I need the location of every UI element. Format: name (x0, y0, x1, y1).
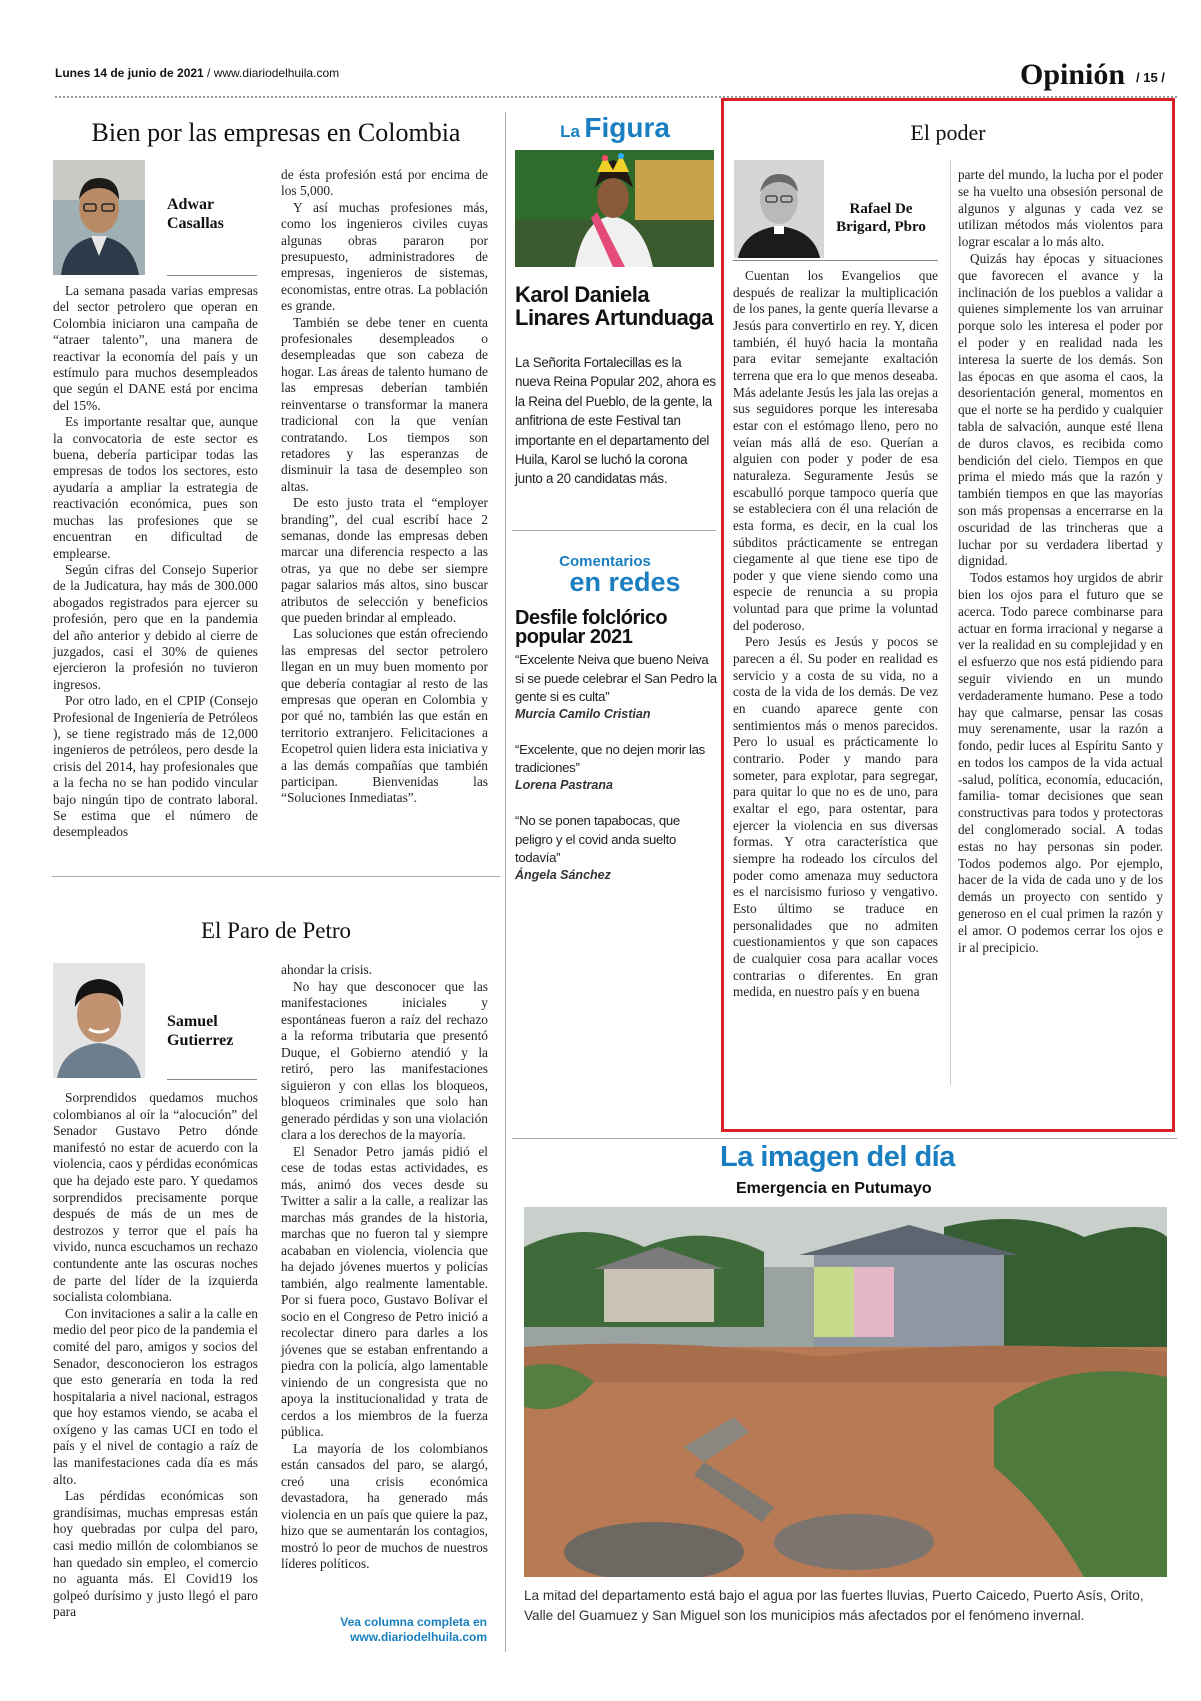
issue-date (55, 66, 339, 80)
figura-title: Figura (584, 112, 670, 143)
portrait-image (734, 160, 824, 258)
paragraph: Por otro lado, en el CPIP (Consejo Profesional de Ingeniería de Petróleos ), se tiene registrado más de 12,000 ingenieros de petróleos, pero desde la crisis del 2014, hay profesionales que a la fecha no se han podido vincular bajo ningún tipo de contrato laboral. Se estima que el número de desempleados (53, 693, 258, 840)
paragraph: Con invitaciones a salir a la calle en medio del peor pico de la pandemia el comité del paro, amigos y socios del Senador, desconocieron los estragos que esto generaría en toda la red hospitalaria a nivel nacional, estragos que hoy estamos viendo, se acaba el oxígeno y las camas UCI en todo el país y el nivel de contagio a raíz de las manifestaciones cada día es más alto. (53, 1305, 258, 1487)
paragraph: La semana pasada varias empresas del sector petrolero que operan en Colombia iniciaron una campaña de “atraer talento”, una manera de reactivar la economía del país y un estímulo para muchos desempleados que según el DANE está por encima del 15%. (53, 283, 258, 413)
queen-photo-image (515, 150, 714, 267)
figura-header (514, 112, 716, 144)
article-column (733, 268, 938, 1001)
article-column (53, 1090, 258, 1621)
figura-photo (515, 150, 714, 267)
paragraph: Todos estamos hoy urgidos de abrir bien los ojos para el futuro que se acerca. Todo parece combinarse para actuar en forma irracional y negarse a ver la realidad en su complejidad y en el esfuerzo que nos está pidiendo para seguir viviendo en un mundo verdaderamente humano. Pese a todo hay que calmarse, pensar las cosas muy serenamente, usar la razón a fondo, pedir luces al Espíritu Santo y en todos los campos de la vida actual -salud, política, economía, educación, familia- tomar decisiones que sean constructivas para todos y protectoras del conglomerado social. A todas estas no hay personas sin poder. Todos podemos algo. Por ejemplo, hacer de la vida de cada uno y de los demás un proyecto con sentido y generoso en el cual primen la razón y el amor. O podemos cerrar los ojos e ir al precipicio. (958, 570, 1163, 955)
comment-item (515, 812, 717, 882)
section-divider (512, 530, 716, 531)
paragraph: Quizás hay épocas y situaciones que favorecen el avance y la inclinación de los pueblos a validar a quienes simplemente los van arruinar porque solo les interesa el poder por el poder y en realidad nada les interesa la suerte de los demás. Son las épocas en que asoma el caos, la desorientación general, momentos en que el norte se ha perdido y cualquier tabla de salvación, aunque esté llena de duros clavos, es recibida como bendición del cielo. Tiempos en que prima el miedo más que la razón y también tiempos en que las mayorías son más propensas a encerrarse en la oscuridad de las trincheras que a luchar por su verdadera libertad y dignidad. (958, 250, 1163, 569)
comment-author: Lorena Pastrana (515, 777, 613, 792)
portrait-image (53, 963, 145, 1078)
site-url[interactable]: / www.diariodelhuila.com (203, 66, 340, 80)
paragraph: parte del mundo, la lucha por el poder se ha vuelto una obsesión personal de algunos y algunas y cada vez se utilizan métodos más violentos para lograr escalar a lo más alto. (958, 167, 1163, 250)
paragraph: También se debe tener en cuenta profesionales desempleados o desempleadas que son cabeza de hogar. Las áreas de talento humano de las empresas deberían también reinventarse o transformar la manera tradicional con la que venían contratando. Los tiempos son retadores y las esperanzas de disminuir la tasa de desempleo son altas. (281, 314, 488, 494)
article-column (53, 283, 258, 841)
comentarios-header (514, 552, 716, 597)
figura-kicker: La (560, 122, 580, 141)
date-text: Lunes 14 de junio de 2021 (55, 66, 204, 80)
comment-author: Ángela Sánchez (515, 867, 611, 882)
article-column (958, 167, 1163, 956)
paragraph: Es importante resaltar que, aunque la convocatoria de este sector es buena, debería participar todas las empresas de todos los sectores, esto ayudaría a ampliar la estrategia de reactivación económica, pues son muchas las profesiones que se encuentran en dificultad de emplearse. (53, 414, 258, 561)
comment-item (515, 741, 717, 792)
flood-image (524, 1207, 1167, 1577)
section-divider (512, 1138, 1177, 1139)
section-divider (52, 876, 500, 877)
paragraph: El Senador Petro jamás pidió el cese de todas estas actividades, es más, animó dos veces desde su Twitter a salir a la calle, a realizar las marchas más grandes de la historia, marchas que no fueron tal y siempre acababan en violencia, violencia que ha dejado jóvenes muertos y policías también, algo realmente lamentable. Por si fuera poco, Gustavo Bolívar el socio en el Congreso de Petro inició a recolectar dinero para darles a los jóvenes que se estaban enfrentando a piedra con la policía, algo lamentable viniendo de un congresista que no apoya la institucionalidad y trata de cerdos a los miembros de la fuerza pública. (281, 1143, 488, 1439)
paragraph: Cuentan los Evangelios que después de realizar la multiplicación de los panes, la gente quería llevarse a Jesús para convertirlo en rey. Y, dicen también, él huyó hacia la montaña para evitar semejante exaltación terrena que era lo que menos deseaba. Más adelante Jesús les jala las orejas a sus seguidores porque les interesaba estar con el estómago lleno, pero no veían más allá de eso. Querían a alguien con poder y poder de esa naturaleza. Seguramente Jesús se escabulló porque tampoco quería que se estableciera con él una relación de esta forma, es decir, en la cual los súbditos prácticamente se entregan ciegamente al que tiene ese tipo de poder y que viene siendo como una especie de renuncia a su propia voluntad para que prime la voluntad del poderoso. (733, 268, 938, 633)
article-column (281, 962, 488, 1573)
author-name: Samuel Gutierrez (167, 1013, 234, 1049)
comment-item (515, 651, 717, 721)
comment-text: “Excelente Neiva que bueno Neiva si se puede celebrar el San Pedro la gente si es culta” (515, 652, 717, 705)
paragraph: Sorprendidos quedamos muchos colombianos al oír la “alocución” del Senador Gustavo Petro dónde manifestó no estar de acuerdo con la violencia, caos y pérdidas económicas que ha dejado este paro. Y quedamos sorprendidos precisamente porque después de más de un mes de destrozos y terror que el país ha vivido, nunca escuchamos un rechazo contundente ante las oscuras noches de parte del líder de la izquierda socialista colombiana. (53, 1090, 258, 1305)
page-number: / 15 / (1136, 70, 1165, 85)
author-name: Adwar Casallas (167, 196, 224, 232)
comentarios-title: en redes (569, 567, 681, 597)
paragraph: Según cifras del Consejo Superior de la Judicatura, hay más de 300.000 abogados registrados para ejercer su profesión, pero que en la pandemia del año anterior y debido al cierre de juzgados, casi el 30% de quienes ejercieron la profesión no tuvieron ingresos. (53, 561, 258, 692)
article-title: El Paro de Petro (200, 918, 352, 943)
article-title: El poder (910, 120, 986, 145)
read-more-text: Vea columna completa en (340, 1615, 487, 1629)
read-more-link[interactable] (300, 1615, 487, 1645)
author-photo (53, 963, 145, 1078)
article-column (281, 167, 488, 807)
paragraph: ahondar la crisis. (281, 962, 373, 977)
paragraph: de ésta profesión está por encima de los 5,000. (281, 167, 488, 199)
comentarios-headline: Desfile folclórico popular 2021 (515, 607, 668, 648)
author-name: Rafael De Brigard, Pbro (836, 201, 926, 235)
author-rule (167, 275, 257, 276)
figura-text: La Señorita Fortalecillas es la nueva Reina Popular 202, ahora es la Reina del Pueblo, de la gente, la anfitriona de este Festival tan importante en el departamento del Huila, Karol se luchó la corona junto a 20 candidatas más. (515, 355, 716, 487)
paragraph: De esto justo trata el “employer branding”, del cual escribí hace 2 semanas, donde las empresas deben marcar una diferencia respecto a las otras, ya que no debe ser siempre pagar salarios más altos, sino buscar atributos de selección y beneficios que pueden brindar al empleado. (281, 495, 488, 625)
paragraph: Y así muchas profesiones más, como los ingenieros civiles cuyas algunas obras pararon por presupuesto, administradores de empresas, ingenieros de sistemas, economistas, entre otras. La población es grande. (281, 199, 488, 314)
comment-text: “Excelente, que no dejen morir las tradiciones” (515, 741, 705, 776)
figura-name: Karol Daniela Linares Artunduaga (515, 282, 713, 330)
author-photo (53, 160, 145, 275)
comment-text: “No se ponen tapabocas, que peligro y el covid anda suelto todavía” (515, 812, 680, 866)
article-title: Bien por las empresas en Colombia (91, 118, 461, 147)
paragraph: Las pérdidas económicas son grandísimas, muchas empresas están hoy quebradas por culpa del paro, casi medio millón de colombianos se han quedado sin empleo, el comercio no aguanta más. El Covid19 los golpeó durísimo y justo llegó el paro para (53, 1488, 258, 1620)
comment-author: Murcia Camilo Cristian (515, 706, 651, 721)
section-title: Opinión (1020, 58, 1126, 91)
paragraph: La mayoría de los colombianos están cansados del paro, se alargó, creó una crisis económica devastadora, ha generado más violencia en un país que quiere la paz, hizo que se aumentarán los contagios, mostró lo peor de muchos de nuestros líderes políticos. (281, 1440, 488, 1571)
paragraph: No hay que desconocer que las manifestaciones iniciales y espontáneas fueron a raíz del rechazo a la reforma tributaria que presentó Duque, el Gobierno atendió y la retiró, pero las manifestaciones siguieron y con ellas los bloqueos, bloqueos criminales que solo han generado pérdidas y son una violación clara a los derechos de la mayoría. (281, 978, 488, 1142)
paragraph: Las soluciones que están ofreciendo las empresas del sector petrolero llegan en un muy buen momento por que debería contagiar al resto de las empresas que operan en Colombia y por qué no, también las que están en territorio extranjero. Felicitaciones a Ecopetrol quien lidera esta iniciativa y a las demás compañías que también participan. Bienvenidas las “Soluciones Inmediatas”. (281, 626, 488, 806)
author-photo (734, 160, 824, 258)
imagen-title: La imagen del día (720, 1141, 955, 1173)
author-rule (167, 1079, 257, 1080)
flood-photo (524, 1207, 1167, 1577)
column-divider (505, 112, 506, 1652)
comentarios-kicker: Comentarios (559, 553, 651, 570)
imagen-subtitle: Emergencia en Putumayo (736, 1180, 932, 1197)
read-more-url[interactable]: www.diariodelhuila.com (350, 1630, 487, 1644)
portrait-image (53, 160, 145, 275)
photo-caption: La mitad del departamento está bajo el agua por las fuertes lluvias, Puerto Caicedo, Puerto Asís, Orito, Valle del Guamuez y San Miguel son los municipios más afectados por el fenómeno invernal. (524, 1588, 1144, 1623)
comments-list (515, 651, 717, 882)
author-rule (733, 260, 938, 261)
paragraph: Pero Jesús es Jesús y pocos se parecen a él. Su poder en realidad es servicio y a costa de su vida, no a costa de la vida de los demás. De vez en cuando aparece gente con sentimientos más o menos parecidos. Pero lo usual es prácticamente lo contrario. Poder y mando para someter, para explotar, para segregar, para quitar lo que no es de uno, para exaltar el ego, para ostentar, para ejercer la violencia en sus diversas formas. Y otra característica que siempre ha rodeado los círculos del poder como amenaza muy seductora es el narcisismo furioso y vengativo. Esto último se traduce en personalidades que no admiten cuestionamientos y que son capaces de cualquier cosa para acallar voces contrarias o diferentes. En gran medida, en nuestro país y en buena (733, 634, 938, 1000)
